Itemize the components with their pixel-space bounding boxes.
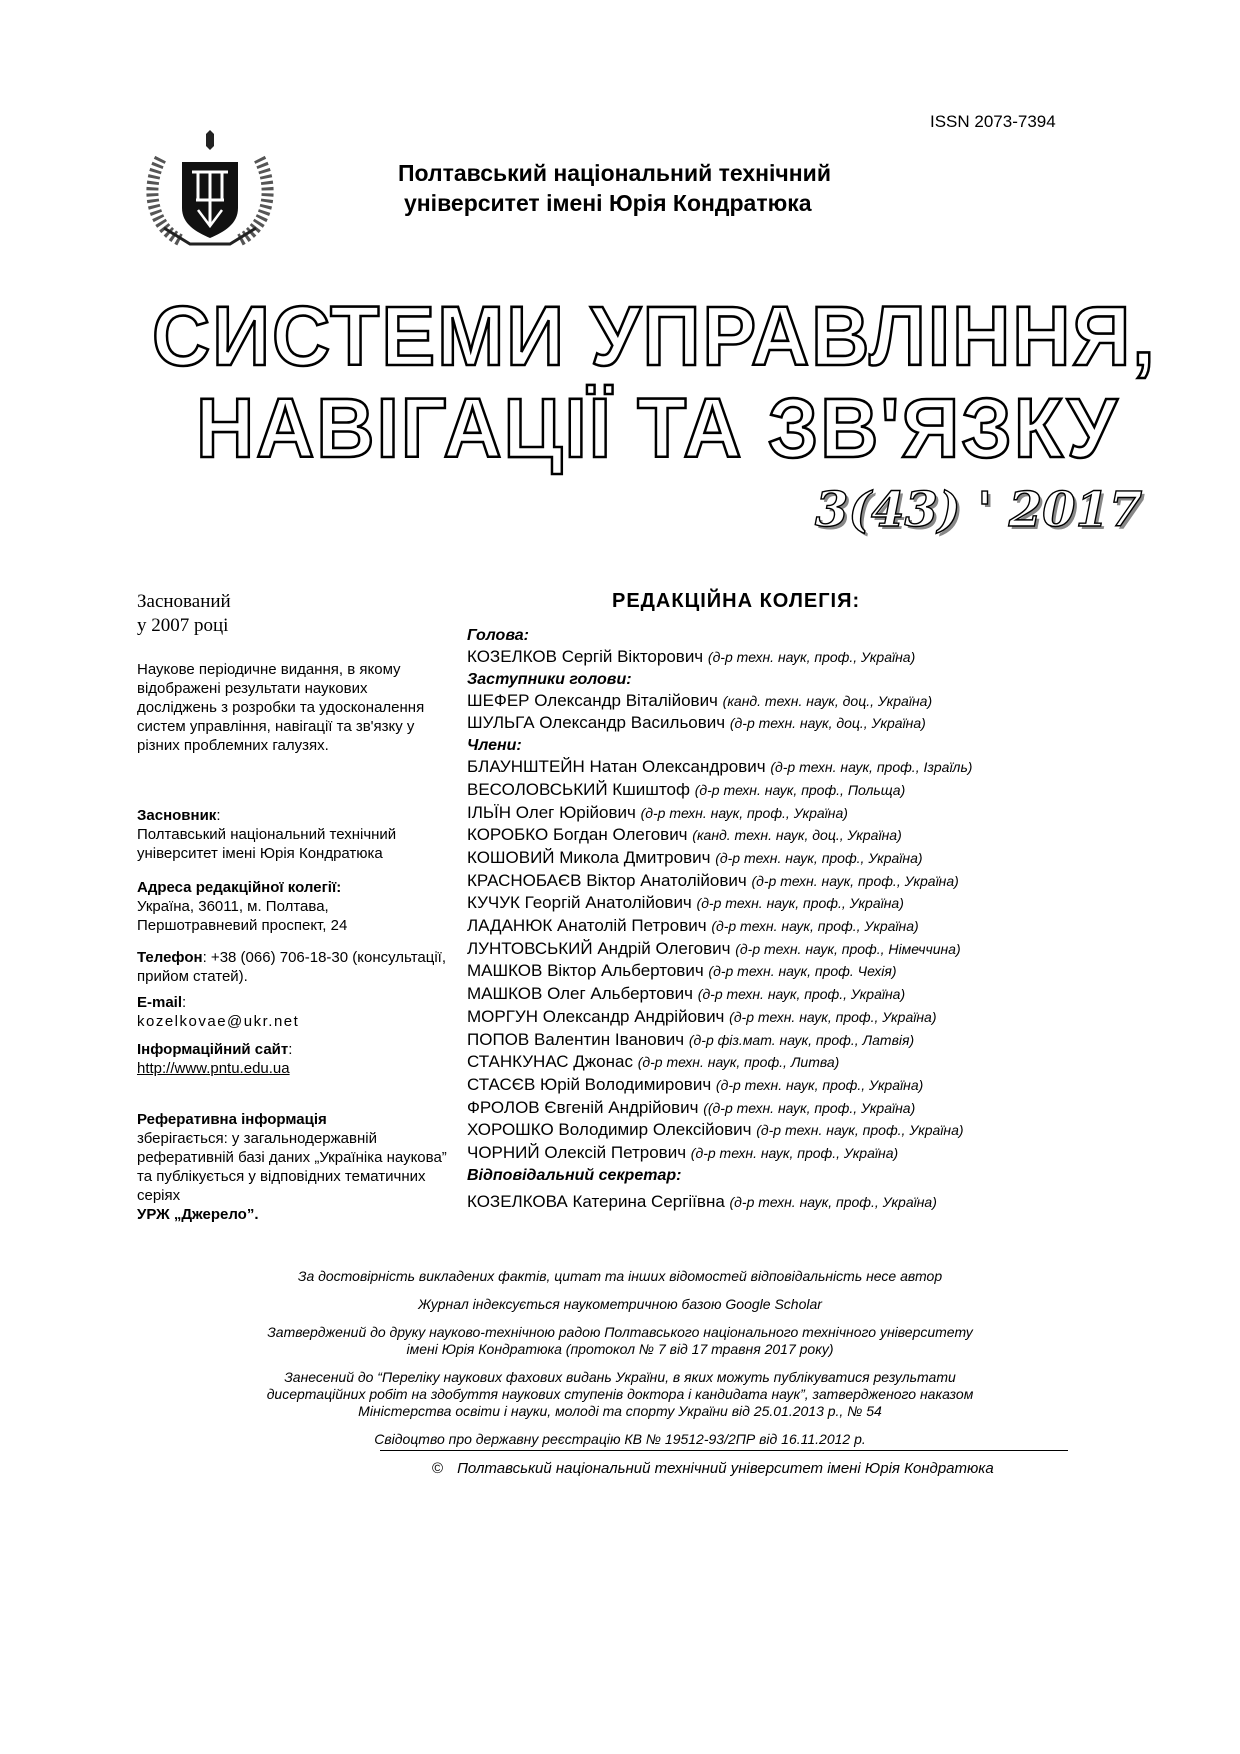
university-name-line-2: університет імені Юрія Кондратюка xyxy=(404,190,812,216)
footer-divider xyxy=(380,1450,1068,1451)
board-member xyxy=(467,1191,1067,1214)
member-credentials: (д-р техн. наук, проф., Польща) xyxy=(694,781,906,798)
issn: ISSN 2073-7394 xyxy=(930,112,1056,131)
member-credentials: (д-р техн. наук, проф., Німеччина) xyxy=(735,940,961,957)
member-credentials: (д-р техн. наук, проф., Україна) xyxy=(756,1122,964,1139)
member-name: КУЧУК Георгій Анатолійович xyxy=(467,893,692,913)
member-name: ЛУНТОВСЬКИЙ Андрій Олегович xyxy=(467,938,731,958)
founded-line-2: у 2007 році xyxy=(137,615,229,636)
university-name-line-1: Полтавський національний технічний xyxy=(398,160,831,186)
email-block: E-mail: kozelkovae@ukr.net xyxy=(137,993,447,1031)
listing-line-3: Міністерства освіти і науки, молоді та спорту України від 25.01.2013 р., № 54 xyxy=(358,1403,882,1419)
website-label: Інформаційний сайт xyxy=(137,1041,289,1058)
board-member xyxy=(467,915,1067,938)
member-credentials: ((д-р техн. наук, проф., Україна) xyxy=(703,1099,916,1116)
board-member xyxy=(467,960,1067,983)
address-block xyxy=(137,878,447,935)
approval-note xyxy=(140,1324,1100,1358)
founded-info xyxy=(137,590,231,638)
member-name: ШУЛЬГА Олександр Васильович xyxy=(467,713,726,733)
member-credentials: (д-р техн. наук, проф., Україна) xyxy=(729,1008,937,1025)
board-member xyxy=(467,1097,1067,1120)
member-name: СТАСЄВ Юрій Володимирович xyxy=(467,1074,712,1094)
member-name: ПОПОВ Валентин Іванович xyxy=(467,1029,685,1049)
member-credentials: (д-р фіз.мат. наук, проф., Латвія) xyxy=(688,1031,915,1048)
website-link[interactable]: http://www.pntu.edu.ua xyxy=(137,1060,290,1077)
head-label: Голова: xyxy=(467,627,529,644)
website-block: Інформаційний сайт: http://www.pntu.edu.ua xyxy=(137,1040,447,1078)
board-member xyxy=(467,824,1067,847)
member-credentials: (д-р техн. наук, проф., Литва) xyxy=(637,1054,840,1071)
indexing-note: Журнал індексується наукометричною базою Google Scholar xyxy=(418,1296,822,1312)
university-logo xyxy=(140,128,280,253)
member-credentials: (д-р техн. наук, проф., Україна) xyxy=(640,804,848,821)
member-credentials: (д-р техн. наук, проф. Чехія) xyxy=(708,963,897,980)
phone-block xyxy=(137,948,447,986)
board-member xyxy=(467,646,1067,669)
member-credentials: (д-р техн. наук, проф., Україна) xyxy=(707,649,916,665)
member-credentials: (д-р техн. наук, проф., Україна) xyxy=(729,1193,937,1210)
board-member xyxy=(467,802,1067,825)
members-label: Члени: xyxy=(467,737,522,755)
member-name: КОРОБКО Богдан Олегович xyxy=(467,825,688,845)
university-name xyxy=(398,158,831,218)
secretary-label: Відповідальний секретар: xyxy=(467,1166,682,1184)
member-name: КОШОВИЙ Микола Дмитрович xyxy=(467,847,711,867)
issue-number: 3(43) ' 2017 xyxy=(815,482,1143,538)
member-name: БЛАУНШТЕЙН Натан Олександрович xyxy=(467,757,766,777)
member-name: ХОРОШКО Володимир Олексійович xyxy=(467,1120,752,1140)
board-member xyxy=(467,1006,1067,1029)
member-credentials: (д-р техн. наук, проф., Україна) xyxy=(696,895,904,912)
editorial-board-list xyxy=(467,625,1067,1213)
listing-note xyxy=(140,1369,1100,1420)
copyright-icon: © xyxy=(432,1460,444,1477)
founder-value: Полтавський національний технічний університет імені Юрія Кондратюка xyxy=(137,826,397,862)
board-member xyxy=(467,712,1067,735)
abstract-tail: УРЖ „Джерело”. xyxy=(137,1206,259,1223)
board-member xyxy=(467,690,1067,713)
founder-label: Засновник xyxy=(137,807,217,824)
listing-line-1: Занесений до “Переліку наукових фахових видань України, в яких можуть публікуватися результати xyxy=(284,1369,956,1385)
abstract-value: зберігається: у загальнодержавній реферативній базі даних „Україніка наукова” та публікується у відповідних тематичних серіях xyxy=(137,1130,447,1204)
board-member xyxy=(467,892,1067,915)
board-member xyxy=(467,779,1067,802)
board-member xyxy=(467,847,1067,870)
phone-label: Телефон xyxy=(137,949,203,966)
board-member xyxy=(467,938,1067,961)
publication-notes xyxy=(140,1268,1100,1459)
approval-line-1: Затверджений до друку науково-технічною радою Полтавського національного технічного університету xyxy=(267,1324,973,1340)
head-list xyxy=(467,646,1067,669)
abstract-info-block xyxy=(137,1110,447,1224)
member-credentials: (д-р техн. наук, проф., Україна) xyxy=(690,1145,899,1162)
member-name: КРАСНОБАЄВ Віктор Анатолійович xyxy=(467,870,747,890)
address-value: Україна, 36011, м. Полтава, Першотравневий проспект, 24 xyxy=(137,898,348,934)
board-member xyxy=(467,1051,1067,1074)
board-member xyxy=(467,983,1067,1006)
email-link[interactable]: kozelkovae@ukr.net xyxy=(137,1013,300,1030)
member-name: ФРОЛОВ Євгеній Андрійович xyxy=(467,1097,699,1117)
board-member xyxy=(467,870,1067,893)
copyright-text: Полтавський національний технічний університет імені Юрія Кондратюка xyxy=(457,1460,994,1477)
member-credentials: (д-р техн. наук, проф., Україна) xyxy=(715,849,923,866)
deputies-list xyxy=(467,690,1067,735)
journal-description: Наукове періодичне видання, в якому відображені результати наукових досліджень з розробки та удосконалення систем управління, навігації та зв'язку у різних проблемних галузях. xyxy=(137,661,425,754)
member-credentials: (д-р техн. наук, проф., Україна) xyxy=(697,986,906,1003)
member-credentials: (канд. техн. наук, доц., Україна) xyxy=(692,827,902,844)
member-name: МАШКОВ Олег Альбертович xyxy=(467,984,694,1004)
member-name: МОРГУН Олександр Андрійович xyxy=(467,1006,725,1026)
member-name: КОЗЕЛКОВА Катерина Сергіївна xyxy=(467,1191,725,1211)
board-member xyxy=(467,1029,1067,1052)
board-member xyxy=(467,756,1067,779)
copyright xyxy=(432,1460,994,1477)
members-list xyxy=(467,756,1067,1165)
founded-line-1: Заснований xyxy=(137,591,231,612)
registration-note: Свідоцтво про державну реєстрацію КВ № 19512-93/2ПР від 16.11.2012 р. xyxy=(374,1431,866,1447)
member-credentials: (д-р техн. наук, доц., Україна) xyxy=(729,715,926,732)
member-name: КОЗЕЛКОВ Сергій Вікторович xyxy=(467,647,704,666)
editorial-board-heading: РЕДАКЦІЙНА КОЛЕГІЯ: xyxy=(612,590,861,612)
journal-title-line-2: НАВІГАЦІЇ ТА ЗВ'ЯЗКУ xyxy=(196,381,1119,475)
board-member xyxy=(467,1142,1067,1165)
responsibility-note: За достовірність викладених фактів, цитат та інших відомостей відповідальність несе автор xyxy=(297,1268,943,1284)
member-name: ІЛЬЇН Олег Юрійович xyxy=(467,802,636,822)
member-credentials: (д-р техн. наук, проф., Ізраїль) xyxy=(770,759,973,776)
deputies-label: Заступники голови: xyxy=(467,670,632,688)
approval-line-2: імені Юрія Кондратюка (протокол № 7 від 17 травня 2017 року) xyxy=(406,1341,834,1357)
address-label: Адреса редакційної колегії: xyxy=(137,879,342,896)
listing-line-2: дисертаційних робіт на здобуття наукових ступенів доктора і кандидата наук”, затвердженого наказом xyxy=(266,1386,974,1402)
member-credentials: (д-р техн. наук, проф., Україна) xyxy=(715,1076,924,1093)
member-name: ЛАДАНЮК Анатолій Петрович xyxy=(467,916,707,936)
member-credentials: (д-р техн. наук, проф., Україна) xyxy=(711,918,919,935)
member-credentials: (д-р техн. наук, проф., Україна) xyxy=(751,872,959,889)
board-member xyxy=(467,1119,1067,1142)
secretary-list xyxy=(467,1191,1067,1214)
email-label: E-mail xyxy=(137,994,183,1011)
member-name: ВЕСОЛОВСЬКИЙ Кшиштоф xyxy=(467,779,690,799)
member-credentials: (канд. техн. наук, доц., Україна) xyxy=(722,692,933,709)
journal-title-line-1: СИСТЕМИ УПРАВЛІННЯ, xyxy=(152,289,1157,383)
board-member xyxy=(467,1074,1067,1097)
member-name: СТАНКУНАС Джонас xyxy=(467,1052,633,1072)
member-name: ЧОРНИЙ Олексій Петрович xyxy=(467,1143,687,1163)
founder-block: Засновник: Полтавський національний технічний університет імені Юрія Кондратюка xyxy=(137,806,447,863)
phone-value: : +38 (066) 706-18-30 (консультації, прийом статей). xyxy=(137,949,446,985)
member-name: ШЕФЕР Олександр Віталійович xyxy=(467,690,718,710)
member-name: МАШКОВ Віктор Альбертович xyxy=(467,961,704,981)
abstract-label: Реферативна інформація xyxy=(137,1111,327,1128)
